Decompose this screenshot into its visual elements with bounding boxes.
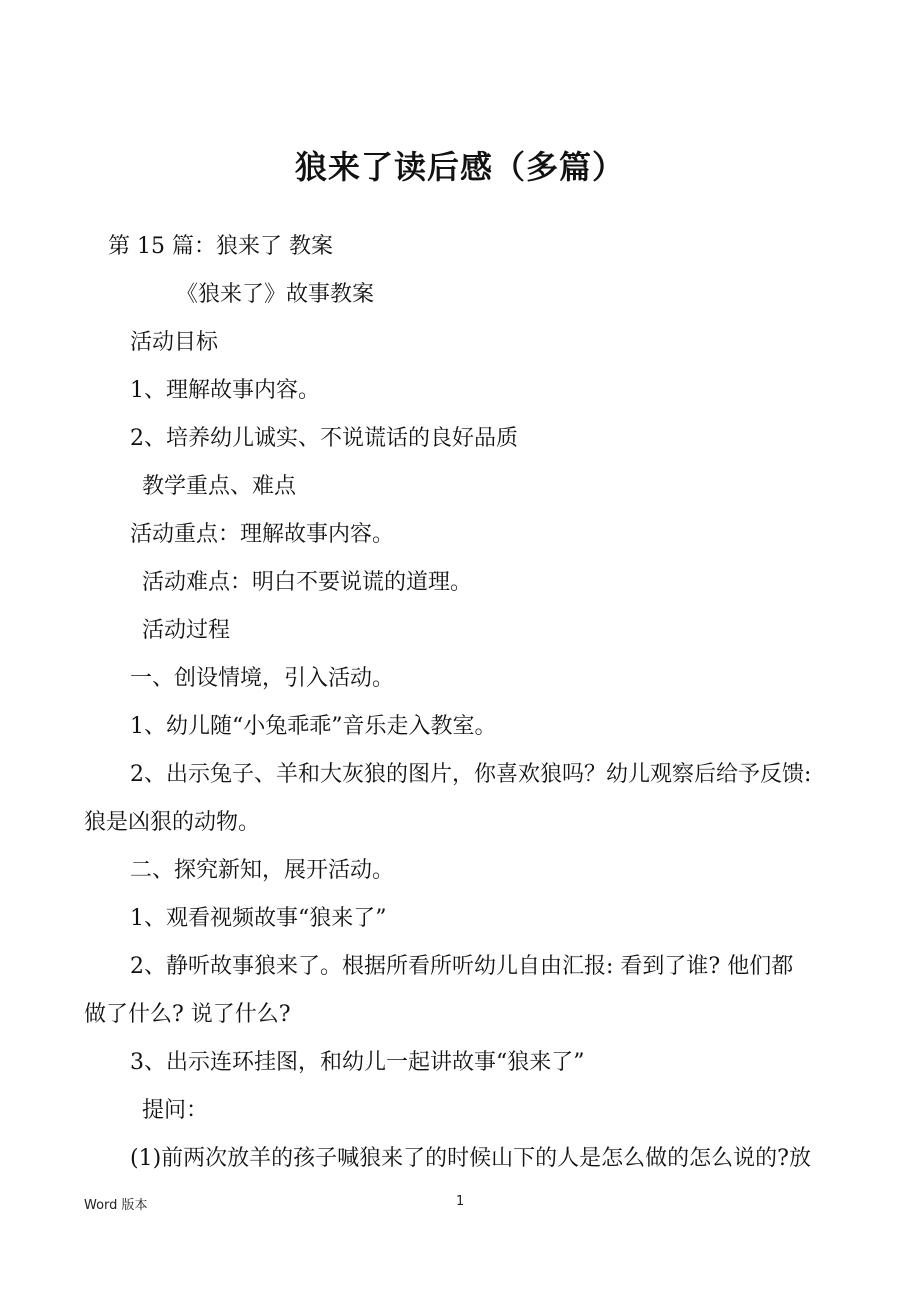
paragraph-line: 1、理解故事内容。	[130, 378, 320, 403]
paragraph-line: (1)前两次放羊的孩子喊狼来了的时候山下的人是怎么做的怎么说的?放	[130, 1146, 811, 1171]
paragraph-line: 二、探究新知，展开活动。	[130, 858, 395, 883]
paragraph-line: 狼是凶狠的动物。	[84, 810, 261, 835]
lesson-plan-title: 《狼来了》故事教案	[176, 282, 375, 307]
paragraph-line: 提问：	[142, 1098, 209, 1123]
paragraph-line: 2、培养幼儿诚实、不说谎话的良好品质	[130, 426, 518, 451]
paragraph-line: 3、出示连环挂图，和幼儿一起讲故事“狼来了”	[130, 1050, 585, 1075]
footer-version-label: Word 版本	[84, 1198, 148, 1213]
section-heading: 第 15 篇：狼来了 教案	[108, 234, 333, 259]
paragraph-line: 活动重点：理解故事内容。	[130, 522, 395, 547]
paragraph-line: 1、观看视频故事“狼来了”	[130, 906, 387, 931]
paragraph-line: 1、幼儿随“小兔乖乖”音乐走入教室。	[130, 714, 497, 739]
paragraph-line: 活动过程	[142, 618, 231, 643]
paragraph-line: 活动目标	[130, 330, 219, 355]
paragraph-line: 2、出示兔子、羊和大灰狼的图片，你喜欢狼吗？幼儿观察后给予反馈:	[130, 762, 812, 787]
paragraph-line: 教学重点、难点	[142, 474, 297, 499]
paragraph-line: 做了什么? 说了什么?	[84, 1002, 291, 1027]
page-number: 1	[456, 1194, 465, 1209]
paragraph-line: 2、静听故事狼来了。根据所看所听幼儿自由汇报: 看到了谁? 他们都	[130, 954, 794, 979]
paragraph-line: 一、创设情境，引入活动。	[130, 666, 395, 691]
paragraph-line: 活动难点：明白不要说谎的道理。	[142, 570, 473, 595]
document-title: 狼来了读后感（多篇）	[294, 148, 625, 186]
